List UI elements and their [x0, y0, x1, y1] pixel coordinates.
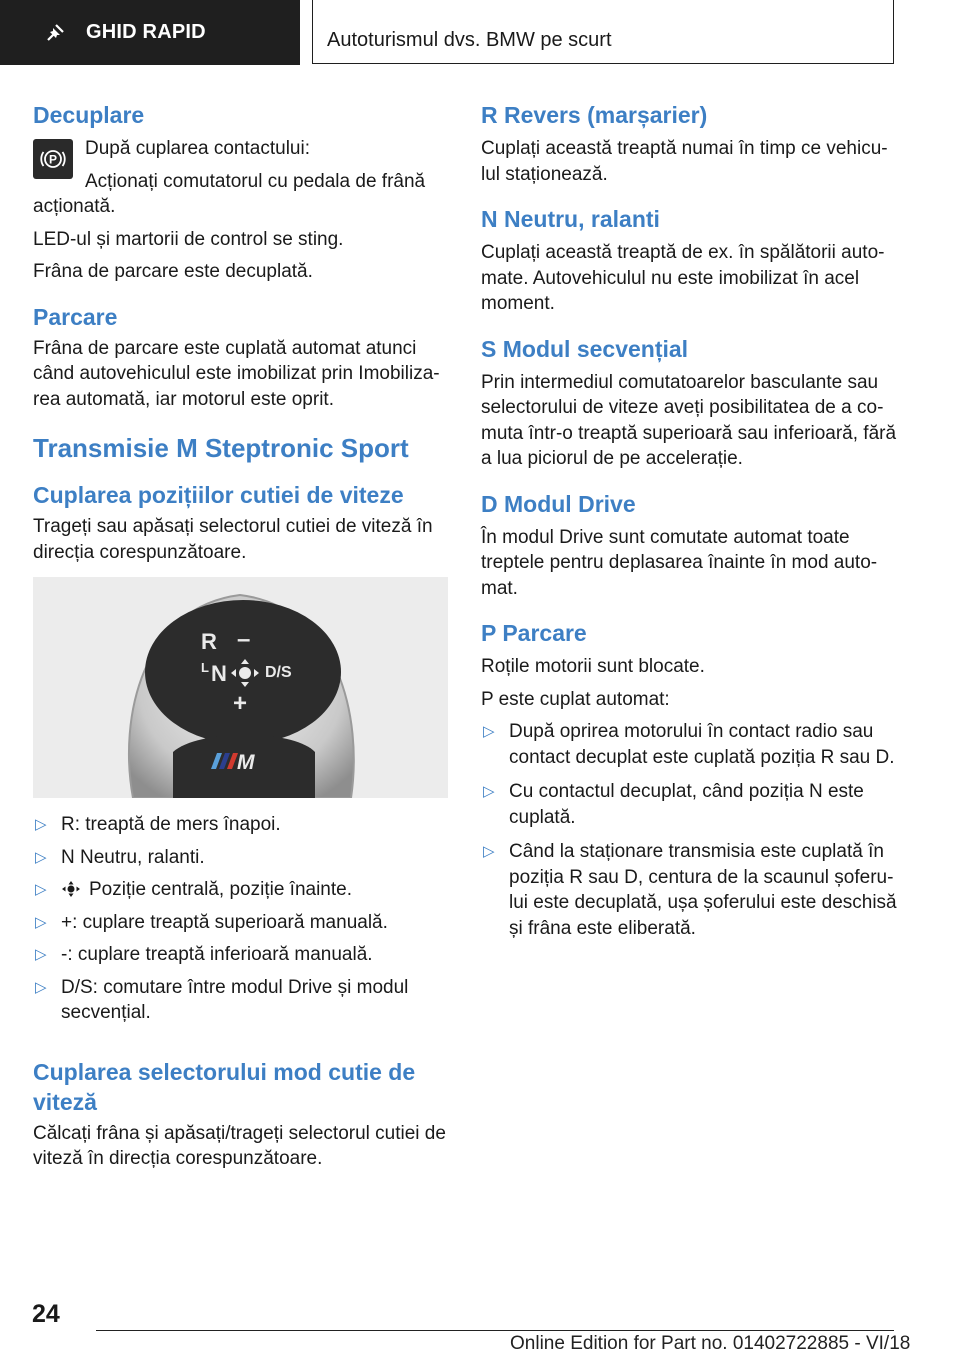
parking-brake-icon	[33, 139, 73, 179]
triangle-bullet-icon: ▷	[35, 978, 47, 996]
footer-divider	[96, 1330, 894, 1331]
triangle-bullet-icon: ▷	[35, 881, 47, 898]
list-item: ▷ N Neutru, ralanti.	[33, 845, 448, 871]
triangle-bullet-icon: ▷	[483, 723, 495, 740]
edition-note: Online Edition for Part no. 01402722885 - VI/18	[510, 1333, 911, 1354]
right-column	[481, 100, 901, 948]
revers-p1: Cuplați această treaptă numai în timp ce vehicu-lul staționează.	[481, 138, 888, 185]
neutru-p1: Cuplați această treaptă de ex. în spălătorii auto-mate. Autovehiculul nu este imobilizat în acel moment.	[481, 242, 885, 314]
svg-text:P: P	[48, 152, 58, 167]
list-item: ▷ -: cuplare treaptă inferioară manuală.	[33, 942, 448, 968]
decuplare-p2: Frâna de parcare este decuplată.	[33, 261, 313, 282]
list-item: ▷ R: treaptă de mers înapoi.	[33, 812, 448, 838]
header-tab	[0, 0, 300, 65]
drive-p1: În modul Drive sunt comutate automat toate treptele pentru deplasarea înainte în mod auto-mat.	[481, 526, 878, 599]
header-section-title: Autoturismul dvs. BMW pe scurt	[327, 29, 612, 51]
label-minus: –	[237, 626, 251, 653]
gear-selector-image	[33, 577, 448, 798]
list-item: ▷ D/S: comutare între modul Drive și modul secvențial.	[35, 976, 409, 1023]
heading-parcare: Parcare	[33, 303, 118, 330]
secvential-p1: Prin intermediul comutatoarelor basculante sau selectorului de viteze aveți posibilitatea de a co-muta într-o treaptă superioară sau inferioară, fără a lua piciorul de pe accelerație.	[481, 371, 897, 469]
decuplare-p1: LED-ul și martorii de control se sting.	[33, 228, 344, 250]
heading-decuplare: Decuplare	[33, 102, 145, 128]
selector-p1: Călcați frâna și apăsați/trageți selectorul cutiei de viteză în direcția corespunzătoare.	[33, 1122, 446, 1169]
label-ds: D/S	[265, 664, 292, 681]
list-item: ▷ +: cuplare treaptă superioară manuală.	[33, 910, 448, 936]
triangle-bullet-icon: ▷	[35, 913, 47, 931]
label-n: N	[211, 661, 227, 686]
gear-positions-list	[33, 812, 448, 1026]
parcare-p1: Frâna de parcare este cuplată automat atunci când autovehiculul este imobilizat prin Imobiliza-rea automată, iar motorul este oprit.	[33, 337, 440, 410]
list-item: ▷ Cu contactul decuplat, când poziția N este cuplată.	[483, 781, 864, 828]
list-item: ▷ Când la staționare transmisia este cuplată în poziția R sau D, centura de la scaunul șoferu-lui este decuplată, ușa șoferului este deschisă și frâna este eliberată.	[483, 841, 897, 939]
page-number: 24	[32, 1300, 60, 1328]
header-tab-label: GHID RAPID	[86, 21, 206, 43]
label-l: L	[201, 660, 209, 675]
pin-icon	[44, 22, 66, 44]
list-item: ▷ Poziție centrală, poziție înainte.	[33, 877, 448, 903]
heading-neutru: N Neutru, ralanti	[481, 206, 660, 232]
heading-transmisie: Transmisie M Steptronic Sport	[33, 433, 409, 463]
triangle-bullet-icon: ▷	[35, 816, 47, 833]
triangle-bullet-icon: ▷	[35, 946, 47, 963]
heading-revers: R Revers (marșarier)	[481, 102, 708, 128]
decuplare-instruction	[33, 136, 448, 169]
heading-parcare-p: P Parcare	[481, 620, 587, 646]
parcare-p-p1: Roțile motorii sunt blocate.	[481, 656, 705, 677]
decuplare-line2: Acționați comutatorul cu pedala de frână acționată.	[33, 170, 426, 217]
center-position-icon	[61, 881, 81, 897]
triangle-bullet-icon: ▷	[35, 848, 47, 866]
parcare-p-p2: P este cuplat automat:	[481, 688, 670, 710]
cuplare-p1: Trageți sau apăsați selectorul cutiei de viteză în direcția corespunzătoare.	[33, 516, 433, 563]
logo-m: M	[237, 751, 255, 774]
decuplare-line1: După cuplarea contactului:	[85, 138, 310, 159]
triangle-bullet-icon: ▷	[483, 843, 495, 860]
label-plus: +	[233, 690, 248, 717]
list-item: ▷ După oprirea motorului în contact radio sau contact decuplat este cuplată poziția R sau D.	[483, 721, 895, 768]
triangle-bullet-icon: ▷	[483, 783, 495, 800]
heading-cuplare: Cuplarea pozițiilor cutiei de viteze	[33, 482, 404, 508]
label-r: R	[201, 629, 217, 654]
heading-secvential: S Modul secvențial	[481, 335, 689, 362]
heading-selector: Cuplarea selectorului mod cutie de viteză	[33, 1058, 416, 1115]
header-section	[312, 0, 894, 64]
park-conditions-list	[481, 719, 901, 941]
heading-drive: D Modul Drive	[481, 490, 636, 517]
left-column	[33, 100, 448, 1172]
